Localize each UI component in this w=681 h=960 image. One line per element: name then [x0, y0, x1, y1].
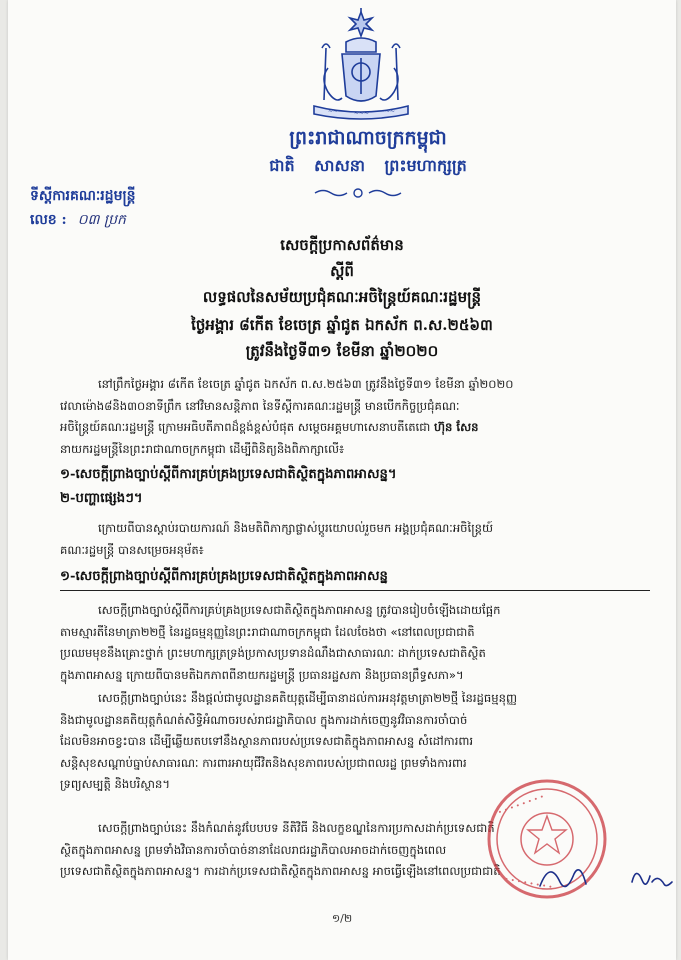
royal-coat-of-arms-emblem — [306, 8, 416, 126]
reference-handwritten-number: ០៣ ប្រក — [77, 212, 126, 228]
svg-text:~~~: ~~~ — [354, 110, 370, 117]
prime-minister-name: ហ៊ុន សែន — [433, 420, 479, 434]
agenda-item-2: ២-បញ្ហាផ្សេងៗ។ — [60, 491, 143, 506]
paragraph-line: និងជាមូលដ្ឋានគតិយុត្តកំណត់សិទ្ធិអំណាចរបស់រាជរដ្ឋាភិបាល ក្នុងការដាក់ចេញនូវវិធានការចាំបាច់ — [60, 712, 468, 727]
title-lunar-date: ថ្ងៃអង្គារ ៨កើត ខែចេត្រ ឆ្នាំជូត ឯកស័ក ព.ស.២៥៦៣ — [191, 316, 493, 334]
agenda-item-1: ១-សេចក្ដីព្រាងច្បាប់ស្ដីពីការគ្រប់គ្រងប្រទេសជាតិស្ថិតក្នុងភាពអាសន្ន។ — [60, 467, 397, 482]
paragraph-line: សេចក្ដីព្រាងច្បាប់ស្ដីពីការគ្រប់គ្រងប្រទេសជាតិស្ថិតក្នុងភាពអាសន្ន ត្រូវបានរៀបចំឡើងដោយផ្អែក — [98, 603, 501, 617]
title-press-release: សេចក្ដីប្រកាសព័ត៌មាន — [280, 236, 404, 254]
paragraph-line: ស្ថិតក្នុងភាពអាសន្ន ព្រមទាំងវិធានការចាំបាច់នានាដែលរាជរដ្ឋាភិបាលអាចដាក់ចេញក្នុងពេល — [60, 842, 447, 857]
paragraph-line: សេចក្ដីព្រាងច្បាប់នេះ នឹងកំណត់នូវបែបបទ នីតិវិធី និងលក្ខខណ្ឌនៃការប្រកាសដាក់ប្រទេសជាតិ — [98, 821, 495, 835]
title-regarding: ស្ដីពី — [330, 262, 354, 280]
paragraph-line: សន្តិសុខសណ្ដាប់ធ្នាប់សាធារណៈ ការពារអាយុជីវិតនិងសុខភាពរបស់ប្រជាពលរដ្ឋ ព្រមទាំងការពារ — [60, 755, 467, 770]
intro-line: នាយករដ្ឋមន្ត្រីនៃព្រះរាជាណាចក្រកម្ពុជា ដើម្បីពិនិត្យនិងពិភាក្សាលើ៖ — [60, 441, 345, 456]
after-line: គណៈរដ្ឋមន្ត្រី បានសម្រេចអនុម័ត៖ — [60, 542, 204, 557]
after-line: ក្រោយពីបានស្ដាប់របាយការណ៍ និងមតិពិភាក្សាផ្លាស់ប្ដូរយោបល់រួចមក អង្គប្រជុំគណៈអចិន្ត្រៃយ៍ — [98, 521, 494, 535]
svg-text:~~~: ~~~ — [380, 108, 396, 115]
section-1-paragraph-1 — [60, 600, 650, 686]
intro-line-text: អចិន្ត្រៃយ៍គណៈរដ្ឋមន្ត្រី ក្រោមអធិបតីភាពដ៏ខ្ពង់ខ្ពស់បំផុត សម្ដេចអគ្គមហាសេនាបតីតេជោ — [60, 420, 431, 434]
kingdom-title: ព្រះរាជាណាចក្រកម្ពុជា — [289, 127, 447, 149]
national-motto: ជាតិ សាសនា ព្រះមហាក្សត្រ — [269, 156, 467, 175]
paragraph-line: ប្រទេសជាតិស្ថិតក្នុងភាពអាសន្ន។ ការដាក់ប្រទេសជាតិស្ថិតក្នុងភាពអាសន្ន អាចធ្វើឡើងនៅពេលប្រជាជាតិ — [60, 864, 501, 878]
intro-line: វេលាម៉ោង៨និង៣០នាទីព្រឹក នៅវិមានសន្តិភាព នៃទីស្ដីការគណៈរដ្ឋមន្ត្រី មានបើកកិច្ចប្រជុំគណៈ — [60, 398, 460, 413]
reference-label: លេខ : — [30, 212, 67, 228]
svg-text:• • • • • • • •: • • • • • • • • — [496, 792, 546, 817]
page-number: ១/២ — [331, 912, 353, 925]
paragraph-line: ដែលមិនអាចខ្វះបាន ដើម្បីឆ្លើយតបទៅនឹងស្ថានភាពរបស់ប្រទេសជាតិក្នុងភាពអាសន្ន សំដៅការពារ — [60, 734, 474, 748]
intro-line: នៅព្រឹកថ្ងៃអង្គារ ៨កើត ខែចេត្រ ឆ្នាំជូត ឯកស័ក ព.ស.២៥៦៣ ត្រូវនឹងថ្ងៃទី៣១ ខែមីនា ឆ្នាំ២០២០ — [98, 377, 514, 391]
svg-text:~~~: ~~~ — [328, 108, 344, 115]
intro-line — [60, 417, 650, 439]
section-1-heading: ១-សេចក្ដីព្រាងច្បាប់ស្ដីពីការគ្រប់គ្រងប្រទេសជាតិស្ថិតក្នុងភាពអាសន្ន — [60, 569, 388, 584]
document-page — [8, 0, 676, 960]
reference-number — [30, 210, 126, 231]
after-discussion-paragraph — [60, 518, 650, 561]
issuing-office: ទីស្ដីការគណៈរដ្ឋមន្ត្រី — [30, 188, 136, 204]
title-gregorian-date: ត្រូវនឹងថ្ងៃទី៣១ ខែមីនា ឆ្នាំ២០២០ — [245, 342, 439, 360]
paragraph-line: ក្នុងភាពអាសន្ន ក្រោយពីបានមតិឯកភាពពីនាយករដ្ឋមន្ត្រី ប្រធានរដ្ឋសភា និងប្រធានព្រឹទ្ធសភា»។ — [60, 667, 464, 682]
svg-text:• • • • • • • •: • • • • • • • • — [503, 875, 553, 892]
paragraph-line: សេចក្ដីព្រាងច្បាប់នេះ នឹងផ្ដល់ជាមូលដ្ឋានគតិយុត្តដើម្បីធានាដល់ការអនុវត្តមាត្រា២២ថ្មី នៃរដ្ឋធម្មនុញ្ញ — [98, 691, 517, 705]
intro-paragraph — [60, 374, 650, 460]
title-subject: លទ្ធផលនៃសម័យប្រជុំគណៈអចិន្ត្រៃយ៍គណៈរដ្ឋមន្ត្រី — [202, 288, 482, 306]
paragraph-line: ប្រឈមមុខនឹងគ្រោះថ្នាក់ ព្រះមហាក្សត្រទ្រង់ប្រកាសប្រទានដំណឹងជាសាធារណៈ ដាក់ប្រទេសជាតិស្ថិត — [60, 646, 486, 660]
decorative-divider-ornament — [313, 186, 403, 200]
section-heading-underline — [60, 590, 650, 591]
handwritten-signature — [536, 852, 676, 902]
paragraph-line: តាមស្មារតីនៃមាត្រា២២ថ្មី នៃរដ្ឋធម្មនុញ្ញនៃព្រះរាជាណាចក្រកម្ពុជា ដែលចែងថា «នៅពេលប្រជាជាតិ — [60, 624, 475, 639]
paragraph-line: ទ្រព្យសម្បត្តិ និងបរិស្ថាន។ — [60, 777, 170, 791]
